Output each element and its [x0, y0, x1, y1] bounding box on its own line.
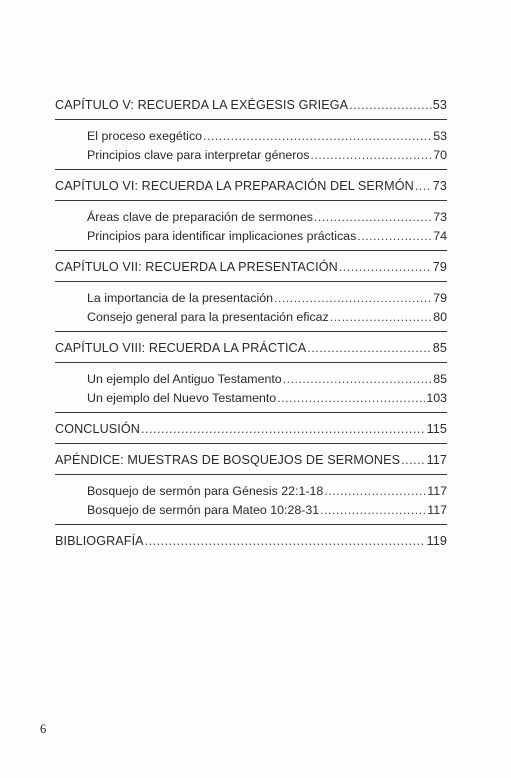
toc-group-bibliography — [55, 532, 447, 551]
toc-chapter-entry[interactable] — [55, 258, 447, 277]
toc-page-number: 117 — [427, 484, 447, 498]
toc-chapter-title: CAPÍTULO VII: RECUERDA LA PRESENTACIÓN — [55, 260, 338, 274]
group-divider — [55, 331, 447, 332]
dot-leader — [145, 532, 426, 551]
dot-leader — [330, 308, 432, 327]
toc-section-entry[interactable] — [55, 389, 447, 408]
toc-section-entry[interactable] — [55, 146, 447, 165]
table-of-contents — [55, 96, 447, 551]
toc-page-number: 119 — [426, 534, 447, 548]
toc-section-title: Un ejemplo del Antiguo Testamento — [87, 372, 282, 386]
chapter-divider — [55, 281, 447, 282]
chapter-divider — [55, 119, 447, 120]
toc-page-number: 73 — [433, 210, 447, 224]
toc-section-entry[interactable] — [55, 208, 447, 227]
toc-group-chapter-7 — [55, 258, 447, 332]
dot-leader — [277, 389, 425, 408]
toc-section-entry[interactable] — [55, 289, 447, 308]
toc-page-number: 117 — [426, 453, 447, 467]
group-divider — [55, 250, 447, 251]
toc-chapter-title: CAPÍTULO V: RECUERDA LA EXÉGESIS GRIEGA — [55, 98, 349, 112]
toc-chapter-entry[interactable] — [55, 177, 447, 196]
toc-page-number: 85 — [433, 372, 447, 386]
toc-page-number: 79 — [432, 260, 447, 274]
toc-chapter-title: CAPÍTULO VIII: RECUERDA LA PRÁCTICA — [55, 341, 307, 355]
toc-page-number: 74 — [433, 229, 447, 243]
toc-section-title: Áreas clave de preparación de sermones — [87, 210, 313, 224]
dot-leader — [401, 451, 426, 470]
toc-chapter-title: CAPÍTULO VI: RECUERDA LA PREPARACIÓN DEL SERMÓN — [55, 179, 414, 193]
chapter-divider — [55, 200, 447, 201]
toc-chapter-entry[interactable] — [55, 451, 447, 470]
toc-section-entry[interactable] — [55, 227, 447, 246]
toc-section-title: Un ejemplo del Nuevo Testamento — [87, 391, 277, 405]
dot-leader — [203, 127, 432, 146]
chapter-divider — [55, 474, 447, 475]
toc-page-number: 79 — [433, 291, 447, 305]
dot-leader — [314, 208, 432, 227]
toc-chapter-title: CONCLUSIÓN — [55, 422, 140, 436]
toc-section-entry[interactable] — [55, 501, 447, 520]
toc-section-title: Principios clave para interpretar géneros — [87, 148, 310, 162]
toc-page-number: 80 — [433, 310, 447, 324]
page-number: 6 — [40, 722, 47, 736]
toc-section-title: Bosquejo de sermón para Génesis 22:1-18 — [87, 484, 324, 498]
toc-section-entry[interactable] — [55, 308, 447, 327]
dot-leader — [349, 96, 432, 115]
toc-page-number: 73 — [432, 179, 447, 193]
toc-section-title: Bosquejo de sermón para Mateo 10:28-31 — [87, 503, 320, 517]
toc-group-conclusion-appendix — [55, 420, 447, 525]
toc-chapter-entry[interactable] — [55, 532, 447, 551]
toc-group-chapter-5 — [55, 96, 447, 170]
chapter-divider — [55, 362, 447, 363]
toc-page-number: 53 — [433, 129, 447, 143]
toc-section-entry[interactable] — [55, 370, 447, 389]
dot-leader — [283, 370, 433, 389]
toc-page-number: 85 — [432, 341, 447, 355]
toc-page-number: 70 — [433, 148, 447, 162]
toc-section-entry[interactable] — [55, 482, 447, 501]
group-divider — [55, 169, 447, 170]
toc-section-entry[interactable] — [55, 127, 447, 146]
dot-leader — [307, 339, 432, 358]
toc-group-chapter-8 — [55, 339, 447, 413]
toc-page-number: 103 — [426, 391, 447, 405]
toc-chapter-entry[interactable] — [55, 339, 447, 358]
dot-leader — [274, 289, 432, 308]
toc-page-number: 115 — [426, 422, 447, 436]
toc-chapter-title: APÉNDICE: MUESTRAS DE BOSQUEJOS DE SERMONES — [55, 453, 401, 467]
dot-leader — [141, 420, 426, 439]
toc-section-title: El proceso exegético — [87, 129, 203, 143]
toc-section-title: Principios para identificar implicaciones prácticas — [87, 229, 357, 243]
toc-page-number: 117 — [427, 503, 447, 517]
dot-leader — [357, 227, 432, 246]
group-divider — [55, 412, 447, 413]
dot-leader — [310, 146, 432, 165]
toc-section-title: Consejo general para la presentación eficaz — [87, 310, 329, 324]
group-divider — [55, 524, 447, 525]
toc-chapter-entry[interactable] — [55, 96, 447, 115]
dot-leader — [415, 177, 432, 196]
toc-section-title: La importancia de la presentación — [87, 291, 273, 305]
chapter-divider — [55, 443, 447, 444]
dot-leader — [324, 482, 426, 501]
toc-group-chapter-6 — [55, 177, 447, 251]
dot-leader — [320, 501, 426, 520]
dot-leader — [339, 258, 432, 277]
toc-page-number: 53 — [432, 98, 447, 112]
toc-chapter-entry[interactable] — [55, 420, 447, 439]
toc-chapter-title: BIBLIOGRAFÍA — [55, 534, 144, 548]
